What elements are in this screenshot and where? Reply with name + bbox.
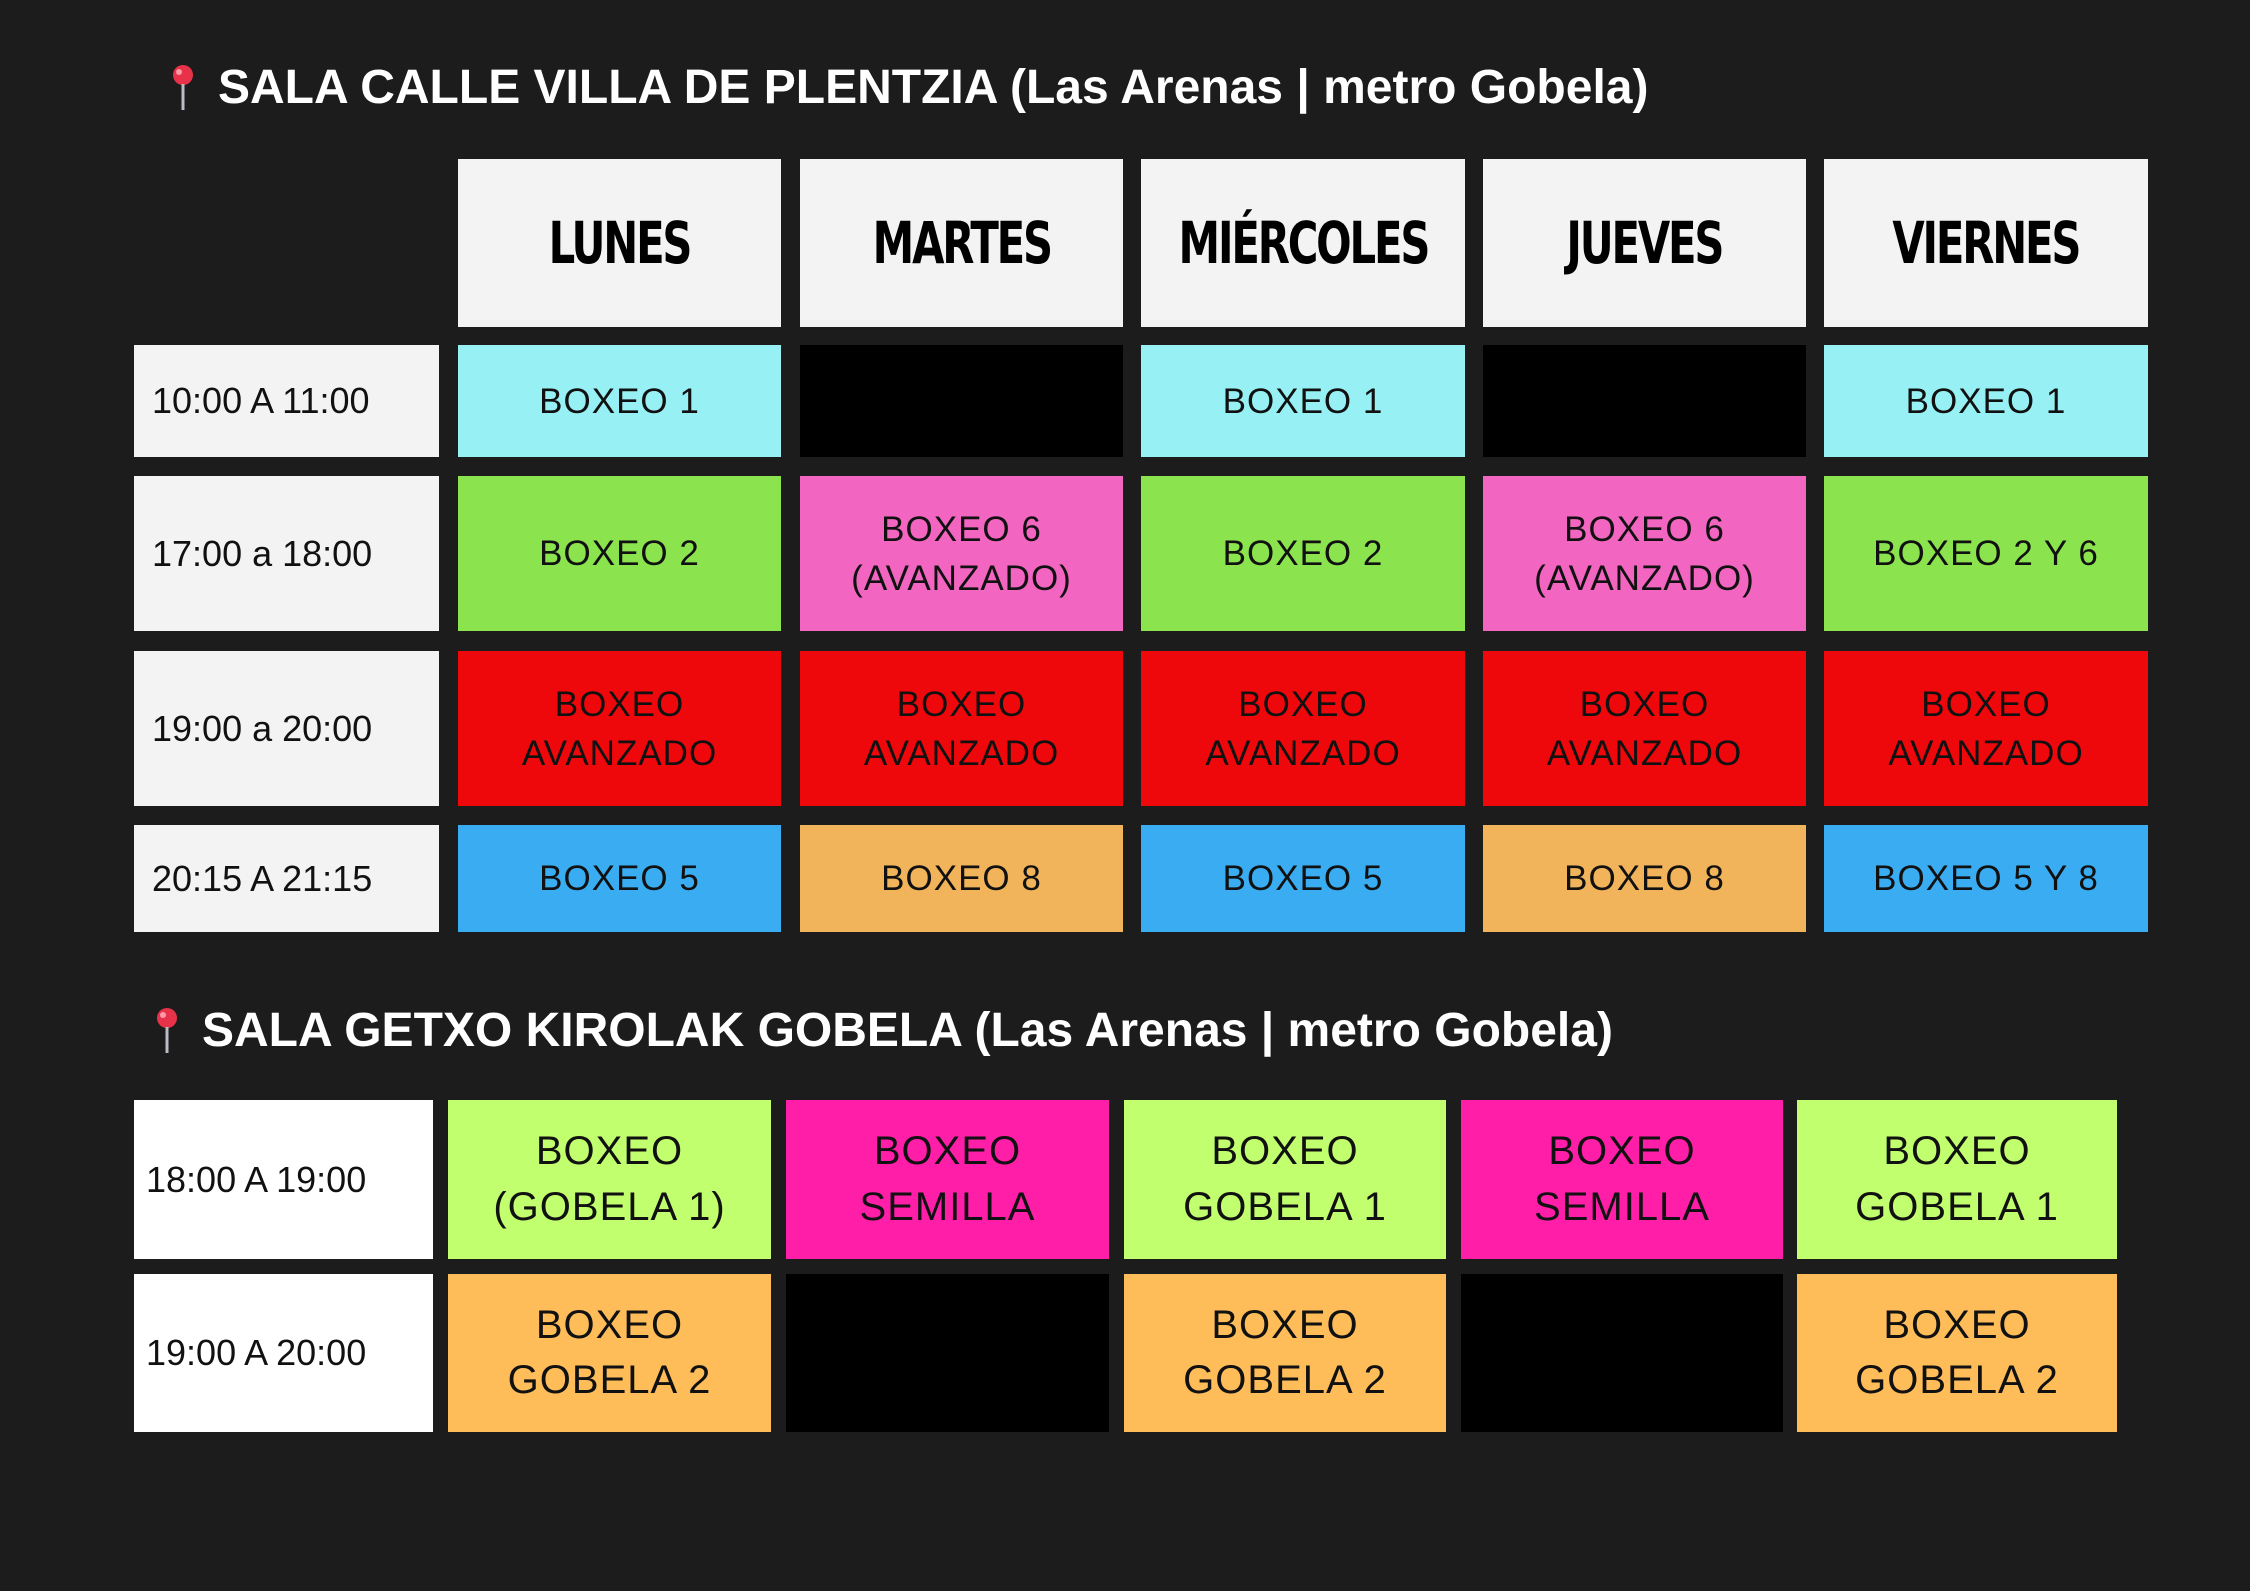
day-header-lunes: LUNES <box>458 159 781 327</box>
time-slot: 20:15 A 21:15 <box>134 825 439 932</box>
empty-cell <box>786 1274 1109 1432</box>
map-pin-icon <box>168 64 198 112</box>
class-cell: BOXEO 1 <box>1824 345 2148 457</box>
map-pin-icon <box>152 1007 182 1055</box>
empty-cell <box>1461 1274 1783 1432</box>
class-cell: BOXEO AVANZADO <box>1824 651 2148 806</box>
class-cell: BOXEO GOBELA 1 <box>1124 1100 1446 1259</box>
section1-heading <box>168 61 1649 114</box>
class-cell: BOXEO SEMILLA <box>786 1100 1109 1259</box>
class-cell: BOXEO 5 Y 8 <box>1824 825 2148 932</box>
class-cell: BOXEO AVANZADO <box>458 651 781 806</box>
section2-title: SALA GETXO KIROLAK GOBELA (Las Arenas | metro Gobela) <box>202 1004 1613 1057</box>
class-cell: BOXEO AVANZADO <box>800 651 1123 806</box>
class-cell: BOXEO AVANZADO <box>1141 651 1465 806</box>
class-cell: BOXEO 5 <box>1141 825 1465 932</box>
section2-heading <box>152 1004 1613 1057</box>
class-cell: BOXEO 2 <box>458 476 781 631</box>
class-cell: BOXEO 5 <box>458 825 781 932</box>
class-cell: BOXEO 6 (AVANZADO) <box>1483 476 1806 631</box>
time-slot: 19:00 a 20:00 <box>134 651 439 806</box>
class-cell: BOXEO GOBELA 1 <box>1797 1100 2117 1259</box>
class-cell: BOXEO 6 (AVANZADO) <box>800 476 1123 631</box>
time-slot: 19:00 A 20:00 <box>134 1274 433 1432</box>
class-cell: BOXEO 8 <box>800 825 1123 932</box>
class-cell: BOXEO 2 <box>1141 476 1465 631</box>
section1-title: SALA CALLE VILLA DE PLENTZIA (Las Arenas | metro Gobela) <box>218 61 1649 114</box>
class-cell: BOXEO AVANZADO <box>1483 651 1806 806</box>
class-cell: BOXEO SEMILLA <box>1461 1100 1783 1259</box>
class-cell: BOXEO 1 <box>1141 345 1465 457</box>
time-slot: 18:00 A 19:00 <box>134 1100 433 1259</box>
time-slot: 17:00 a 18:00 <box>134 476 439 631</box>
class-cell: BOXEO GOBELA 2 <box>1124 1274 1446 1432</box>
empty-cell <box>800 345 1123 457</box>
day-header-miercoles: MIÉRCOLES <box>1141 159 1465 327</box>
time-slot: 10:00 A 11:00 <box>134 345 439 457</box>
class-cell: BOXEO (GOBELA 1) <box>448 1100 771 1259</box>
class-cell: BOXEO 1 <box>458 345 781 457</box>
class-cell: BOXEO GOBELA 2 <box>1797 1274 2117 1432</box>
class-cell: BOXEO 8 <box>1483 825 1806 932</box>
empty-cell <box>1483 345 1806 457</box>
class-cell: BOXEO GOBELA 2 <box>448 1274 771 1432</box>
day-header-jueves: JUEVES <box>1483 159 1806 327</box>
class-cell: BOXEO 2 Y 6 <box>1824 476 2148 631</box>
day-header-martes: MARTES <box>800 159 1123 327</box>
day-header-viernes: VIERNES <box>1824 159 2148 327</box>
